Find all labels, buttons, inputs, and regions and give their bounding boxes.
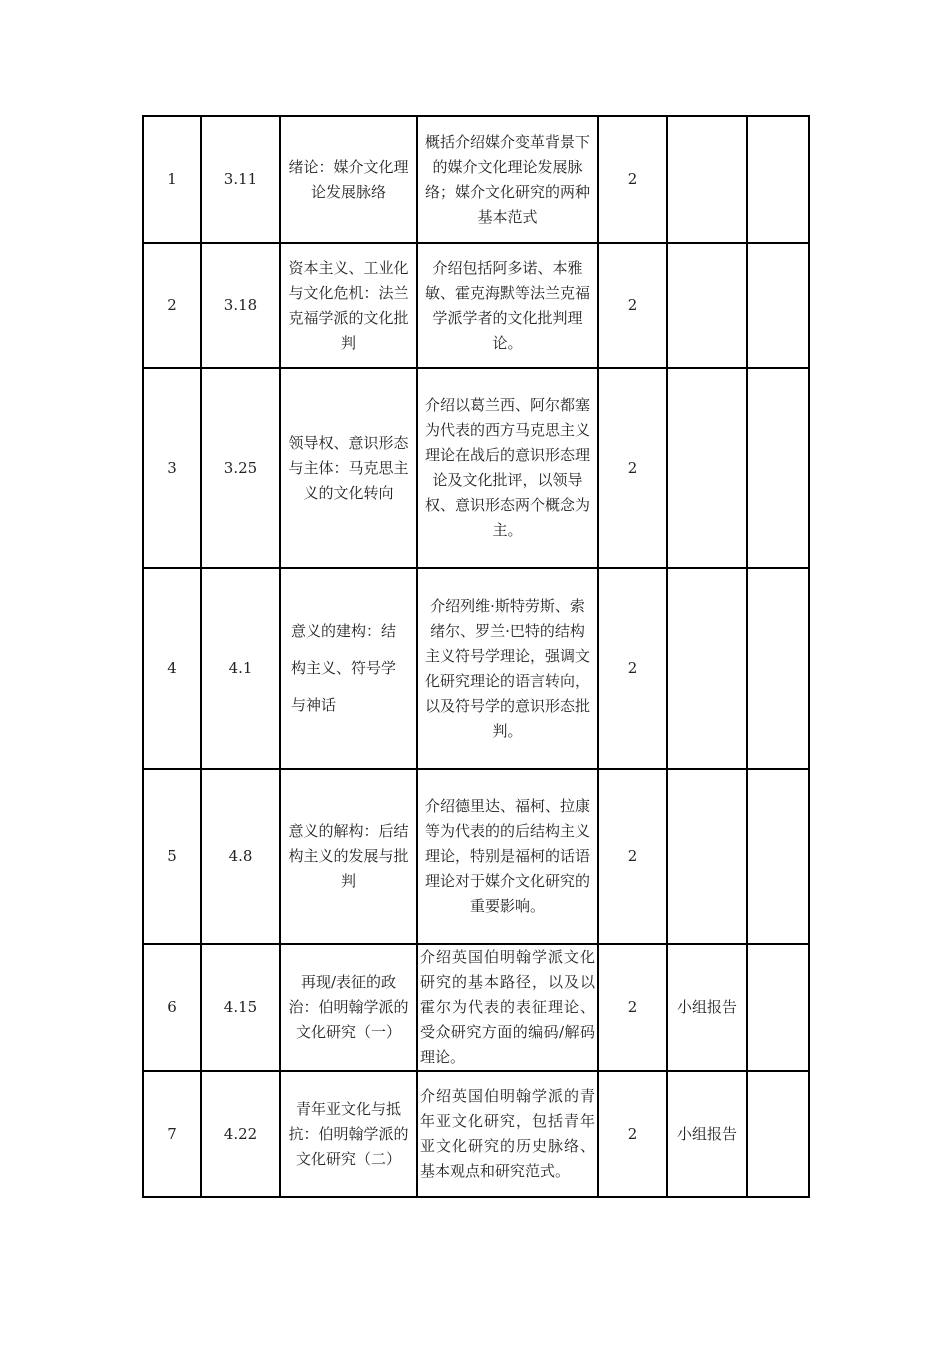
table-row <box>143 368 809 568</box>
row-notes <box>747 1071 809 1197</box>
course-schedule-table <box>142 115 810 1198</box>
table-row <box>143 116 809 243</box>
table-row <box>143 243 809 368</box>
row-assessment <box>667 769 747 944</box>
row-topic: 资本主义、工业化与文化危机：法兰克福学派的文化批判 <box>280 243 417 368</box>
row-notes <box>747 243 809 368</box>
row-assessment <box>667 368 747 568</box>
row-description: 介绍英国伯明翰学派文化研究的基本路径，以及以霍尔为代表的表征理论、受众研究方面的编码/解码理论。 <box>417 944 598 1071</box>
row-hours: 2 <box>598 243 667 368</box>
row-index: 6 <box>143 944 201 1071</box>
row-date: 4.8 <box>201 769 280 944</box>
row-date: 3.11 <box>201 116 280 243</box>
row-topic: 青年亚文化与抵抗：伯明翰学派的文化研究（二） <box>280 1071 417 1197</box>
row-hours: 2 <box>598 368 667 568</box>
row-hours: 2 <box>598 769 667 944</box>
row-topic: 意义的解构：后结构主义的发展与批判 <box>280 769 417 944</box>
row-description: 介绍列维·斯特劳斯、索绪尔、罗兰·巴特的结构主义符号学理论，强调文化研究理论的语言转向，以及符号学的意识形态批判。 <box>417 568 598 769</box>
row-description: 介绍包括阿多诺、本雅敏、霍克海默等法兰克福学派学者的文化批判理论。 <box>417 243 598 368</box>
row-assessment <box>667 568 747 769</box>
row-assessment: 小组报告 <box>667 944 747 1071</box>
row-index: 2 <box>143 243 201 368</box>
table-row <box>143 568 809 769</box>
row-hours: 2 <box>598 944 667 1071</box>
row-index: 3 <box>143 368 201 568</box>
row-hours: 2 <box>598 116 667 243</box>
row-index: 1 <box>143 116 201 243</box>
row-description: 介绍以葛兰西、阿尔都塞为代表的西方马克思主义理论在战后的意识形态理论及文化批评，以领导权、意识形态两个概念为主。 <box>417 368 598 568</box>
row-assessment <box>667 116 747 243</box>
row-date: 3.25 <box>201 368 280 568</box>
row-notes <box>747 368 809 568</box>
row-topic: 绪论：媒介文化理论发展脉络 <box>280 116 417 243</box>
row-notes <box>747 769 809 944</box>
row-assessment <box>667 243 747 368</box>
row-notes <box>747 944 809 1071</box>
row-topic: 意义的建构：结构主义、符号学与神话 <box>280 568 417 769</box>
row-date: 3.18 <box>201 243 280 368</box>
row-index: 5 <box>143 769 201 944</box>
row-notes <box>747 568 809 769</box>
row-topic: 再现/表征的政治：伯明翰学派的文化研究（一） <box>280 944 417 1071</box>
row-topic: 领导权、意识形态与主体：马克思主义的文化转向 <box>280 368 417 568</box>
table-row <box>143 1071 809 1197</box>
row-description: 介绍德里达、福柯、拉康等为代表的的后结构主义理论，特别是福柯的话语理论对于媒介文化研究的重要影响。 <box>417 769 598 944</box>
row-notes <box>747 116 809 243</box>
row-hours: 2 <box>598 568 667 769</box>
row-date: 4.1 <box>201 568 280 769</box>
row-hours: 2 <box>598 1071 667 1197</box>
row-description: 概括介绍媒介变革背景下的媒介文化理论发展脉络；媒介文化研究的两种基本范式 <box>417 116 598 243</box>
row-date: 4.22 <box>201 1071 280 1197</box>
table-row <box>143 944 809 1071</box>
table-row <box>143 769 809 944</box>
row-date: 4.15 <box>201 944 280 1071</box>
row-index: 7 <box>143 1071 201 1197</box>
row-description: 介绍英国伯明翰学派的青年亚文化研究，包括青年亚文化研究的历史脉络、基本观点和研究范式。 <box>417 1071 598 1197</box>
row-assessment: 小组报告 <box>667 1071 747 1197</box>
row-index: 4 <box>143 568 201 769</box>
